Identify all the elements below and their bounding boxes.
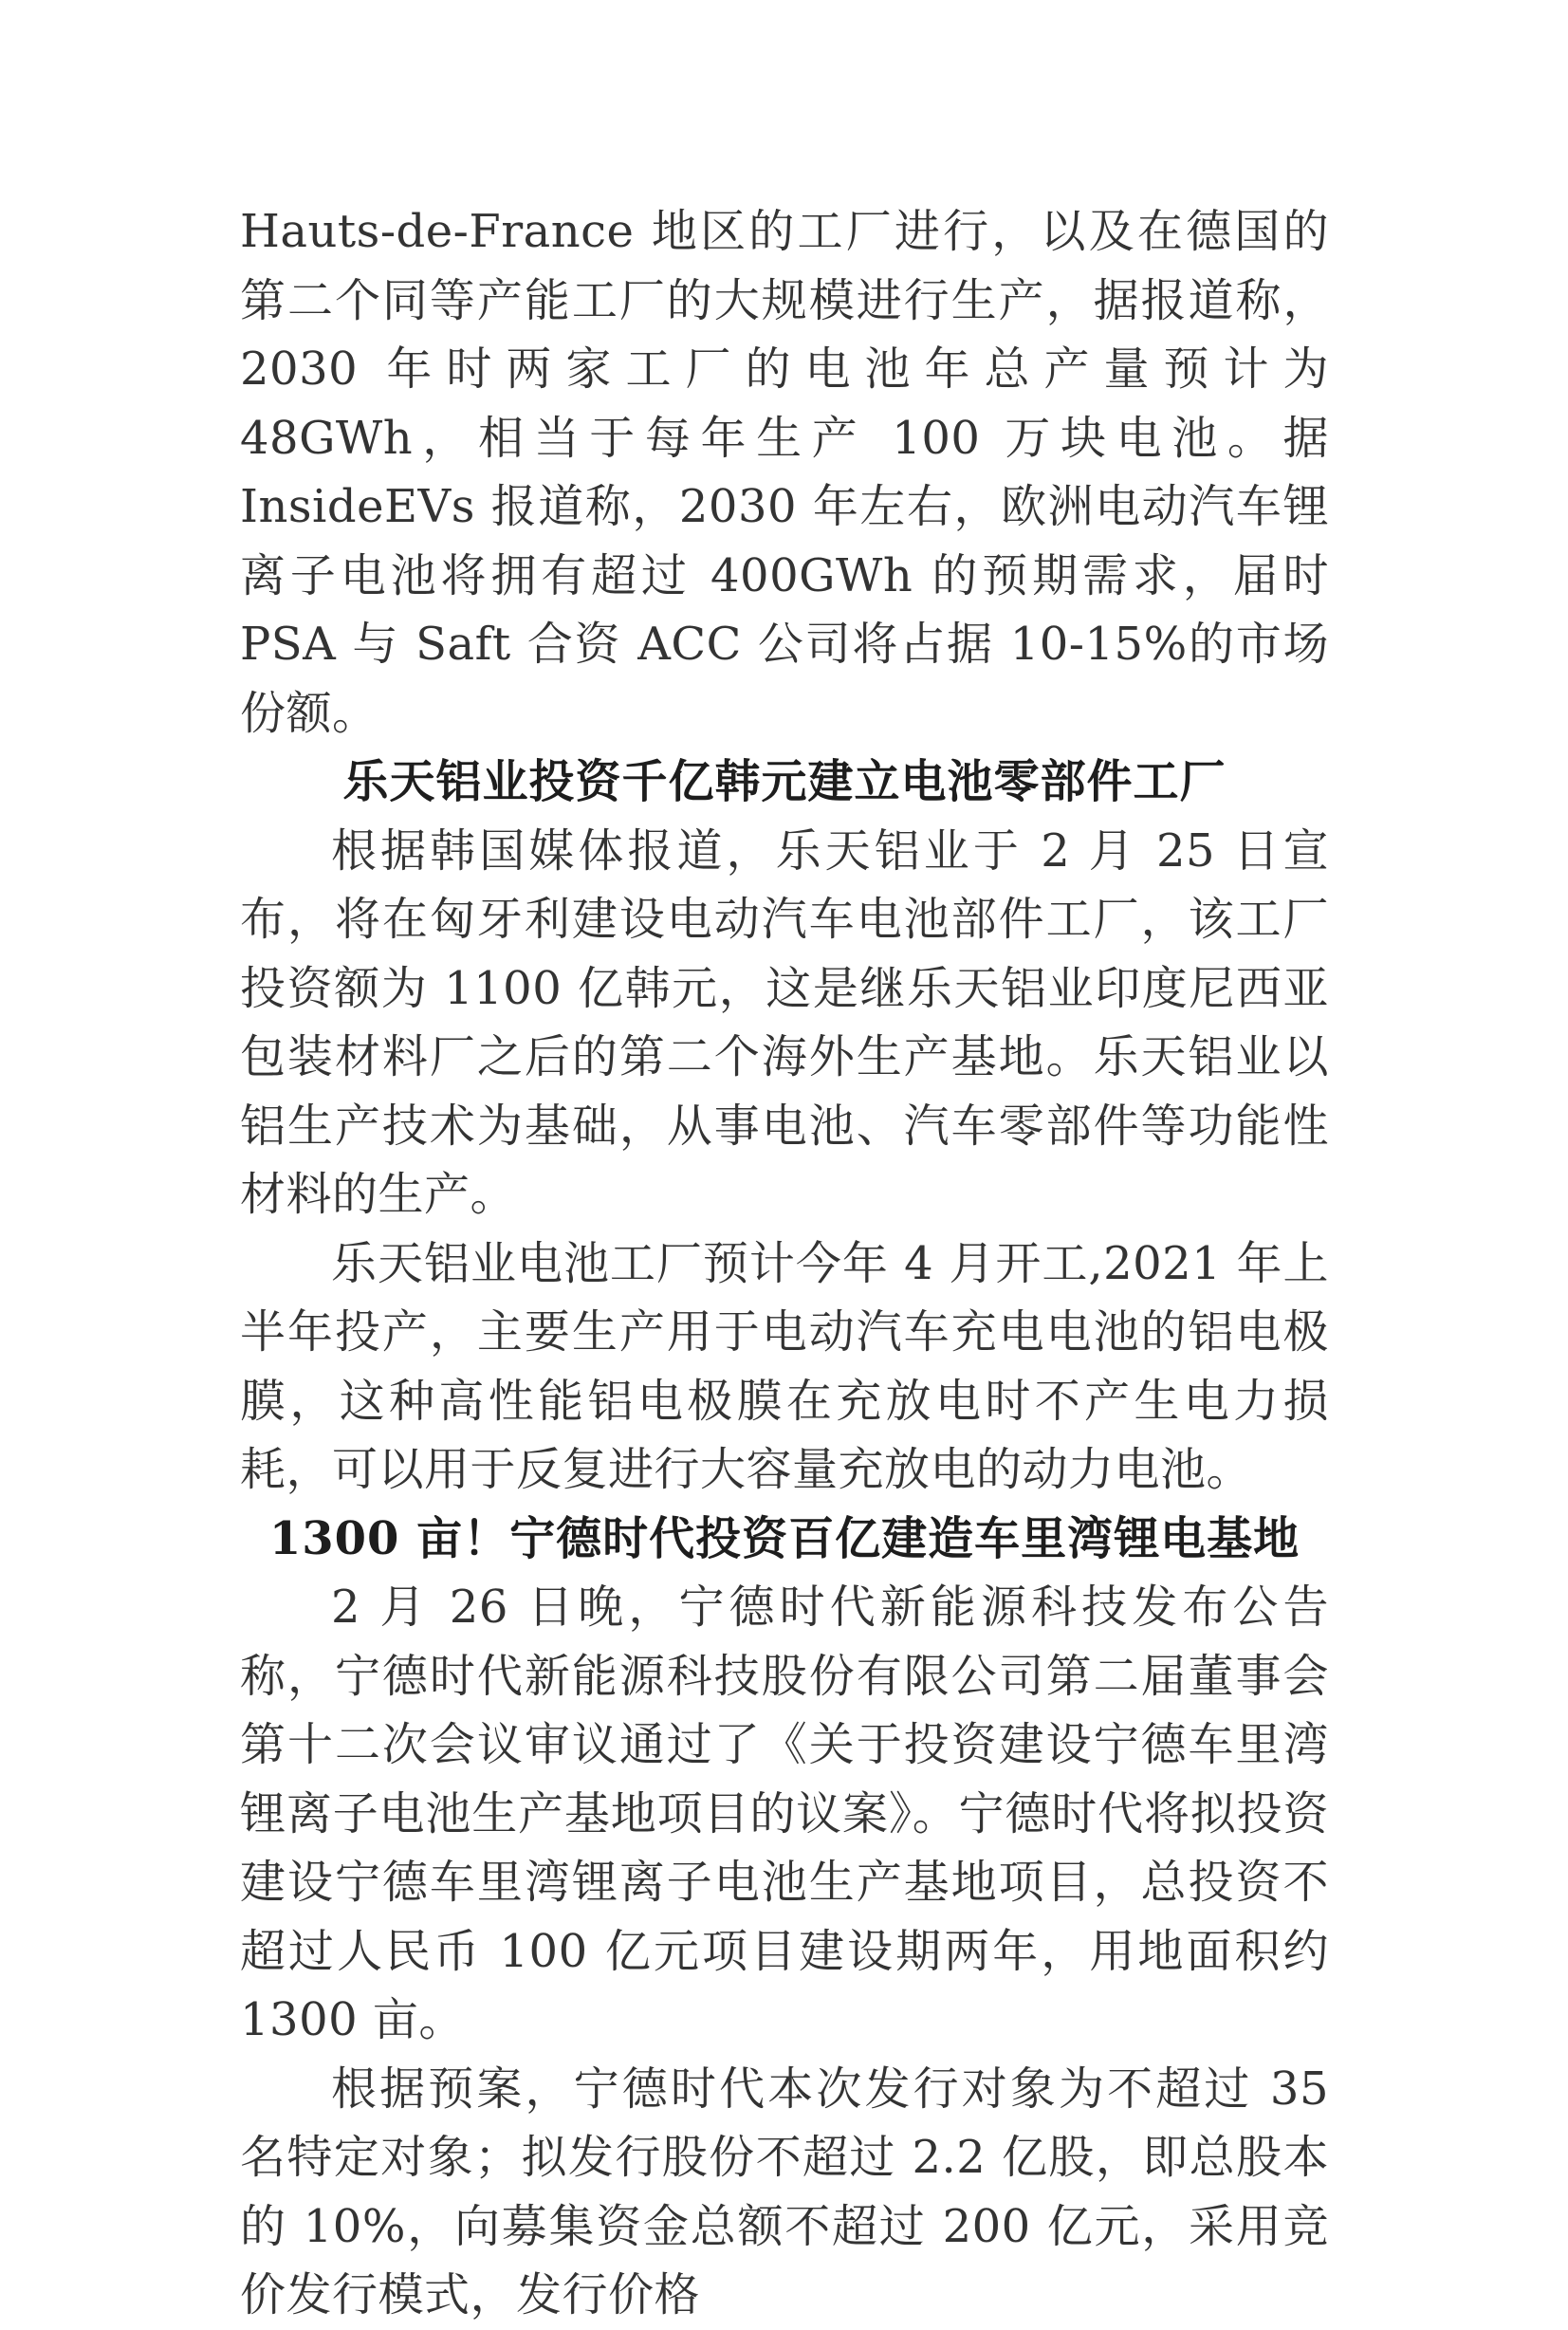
- document-text-block: [240, 197, 1329, 2330]
- body-paragraph: 2 月 26 日晚，宁德时代新能源科技发布公告称，宁德时代新能源科技股份有限公司第二届董事会第十二次会议审议通过了《关于投资建设宁德车里湾锂离子电池生产基地项目的议案》。宁德时代将拟投资建设宁德车里湾锂离子电池生产基地项目，总投资不超过人民币 100 亿元项目建设期两年，用地面积约 1300 亩。: [240, 1581, 1329, 2046]
- body-paragraph: 根据预案，宁德时代本次发行对象为不超过 35 名特定对象；拟发行股份不超过 2.2 亿股，即总股本的 10%，向募集资金总额不超过 200 亿元，采用竞价发行模式，发行价格: [240, 2062, 1329, 2321]
- body-paragraph: 根据韩国媒体报道，乐天铝业于 2 月 25 日宣布，将在匈牙利建设电动汽车电池部件工厂，该工厂投资额为 1100 亿韩元，这是继乐天铝业印度尼西亚包装材料厂之后的第二个海外生产基地。乐天铝业以铝生产技术为基础，从事电池、汽车零部件等功能性材料的生产。: [240, 823, 1329, 1221]
- section-heading: 乐天铝业投资千亿韩元建立电池零部件工厂: [342, 755, 1227, 808]
- section-heading: 1300 亩！宁德时代投资百亿建造车里湾锂电基地: [268, 1511, 1301, 1565]
- body-paragraph: Hauts-de-France 地区的工厂进行，以及在德国的第二个同等产能工厂的大规模进行生产，据报道称，2030 年时两家工厂的电池年总产量预计为 48GWh，相当于每年生产 100 万块电池。据 InsideEVs 报道称，2030 年左右，欧洲电动汽车锂离子电池将拥有超过 400GWh 的预期需求，届时 PSA 与 Saft 合资 ACC 公司将占据 10-15%的市场份额。: [240, 205, 1329, 740]
- body-paragraph: 乐天铝业电池工厂预计今年 4 月开工,2021 年上半年投产，主要生产用于电动汽车充电电池的铝电极膜，这种高性能铝电极膜在充放电时不产生电力损耗，可以用于反复进行大容量充放电的动力电池。: [240, 1236, 1329, 1496]
